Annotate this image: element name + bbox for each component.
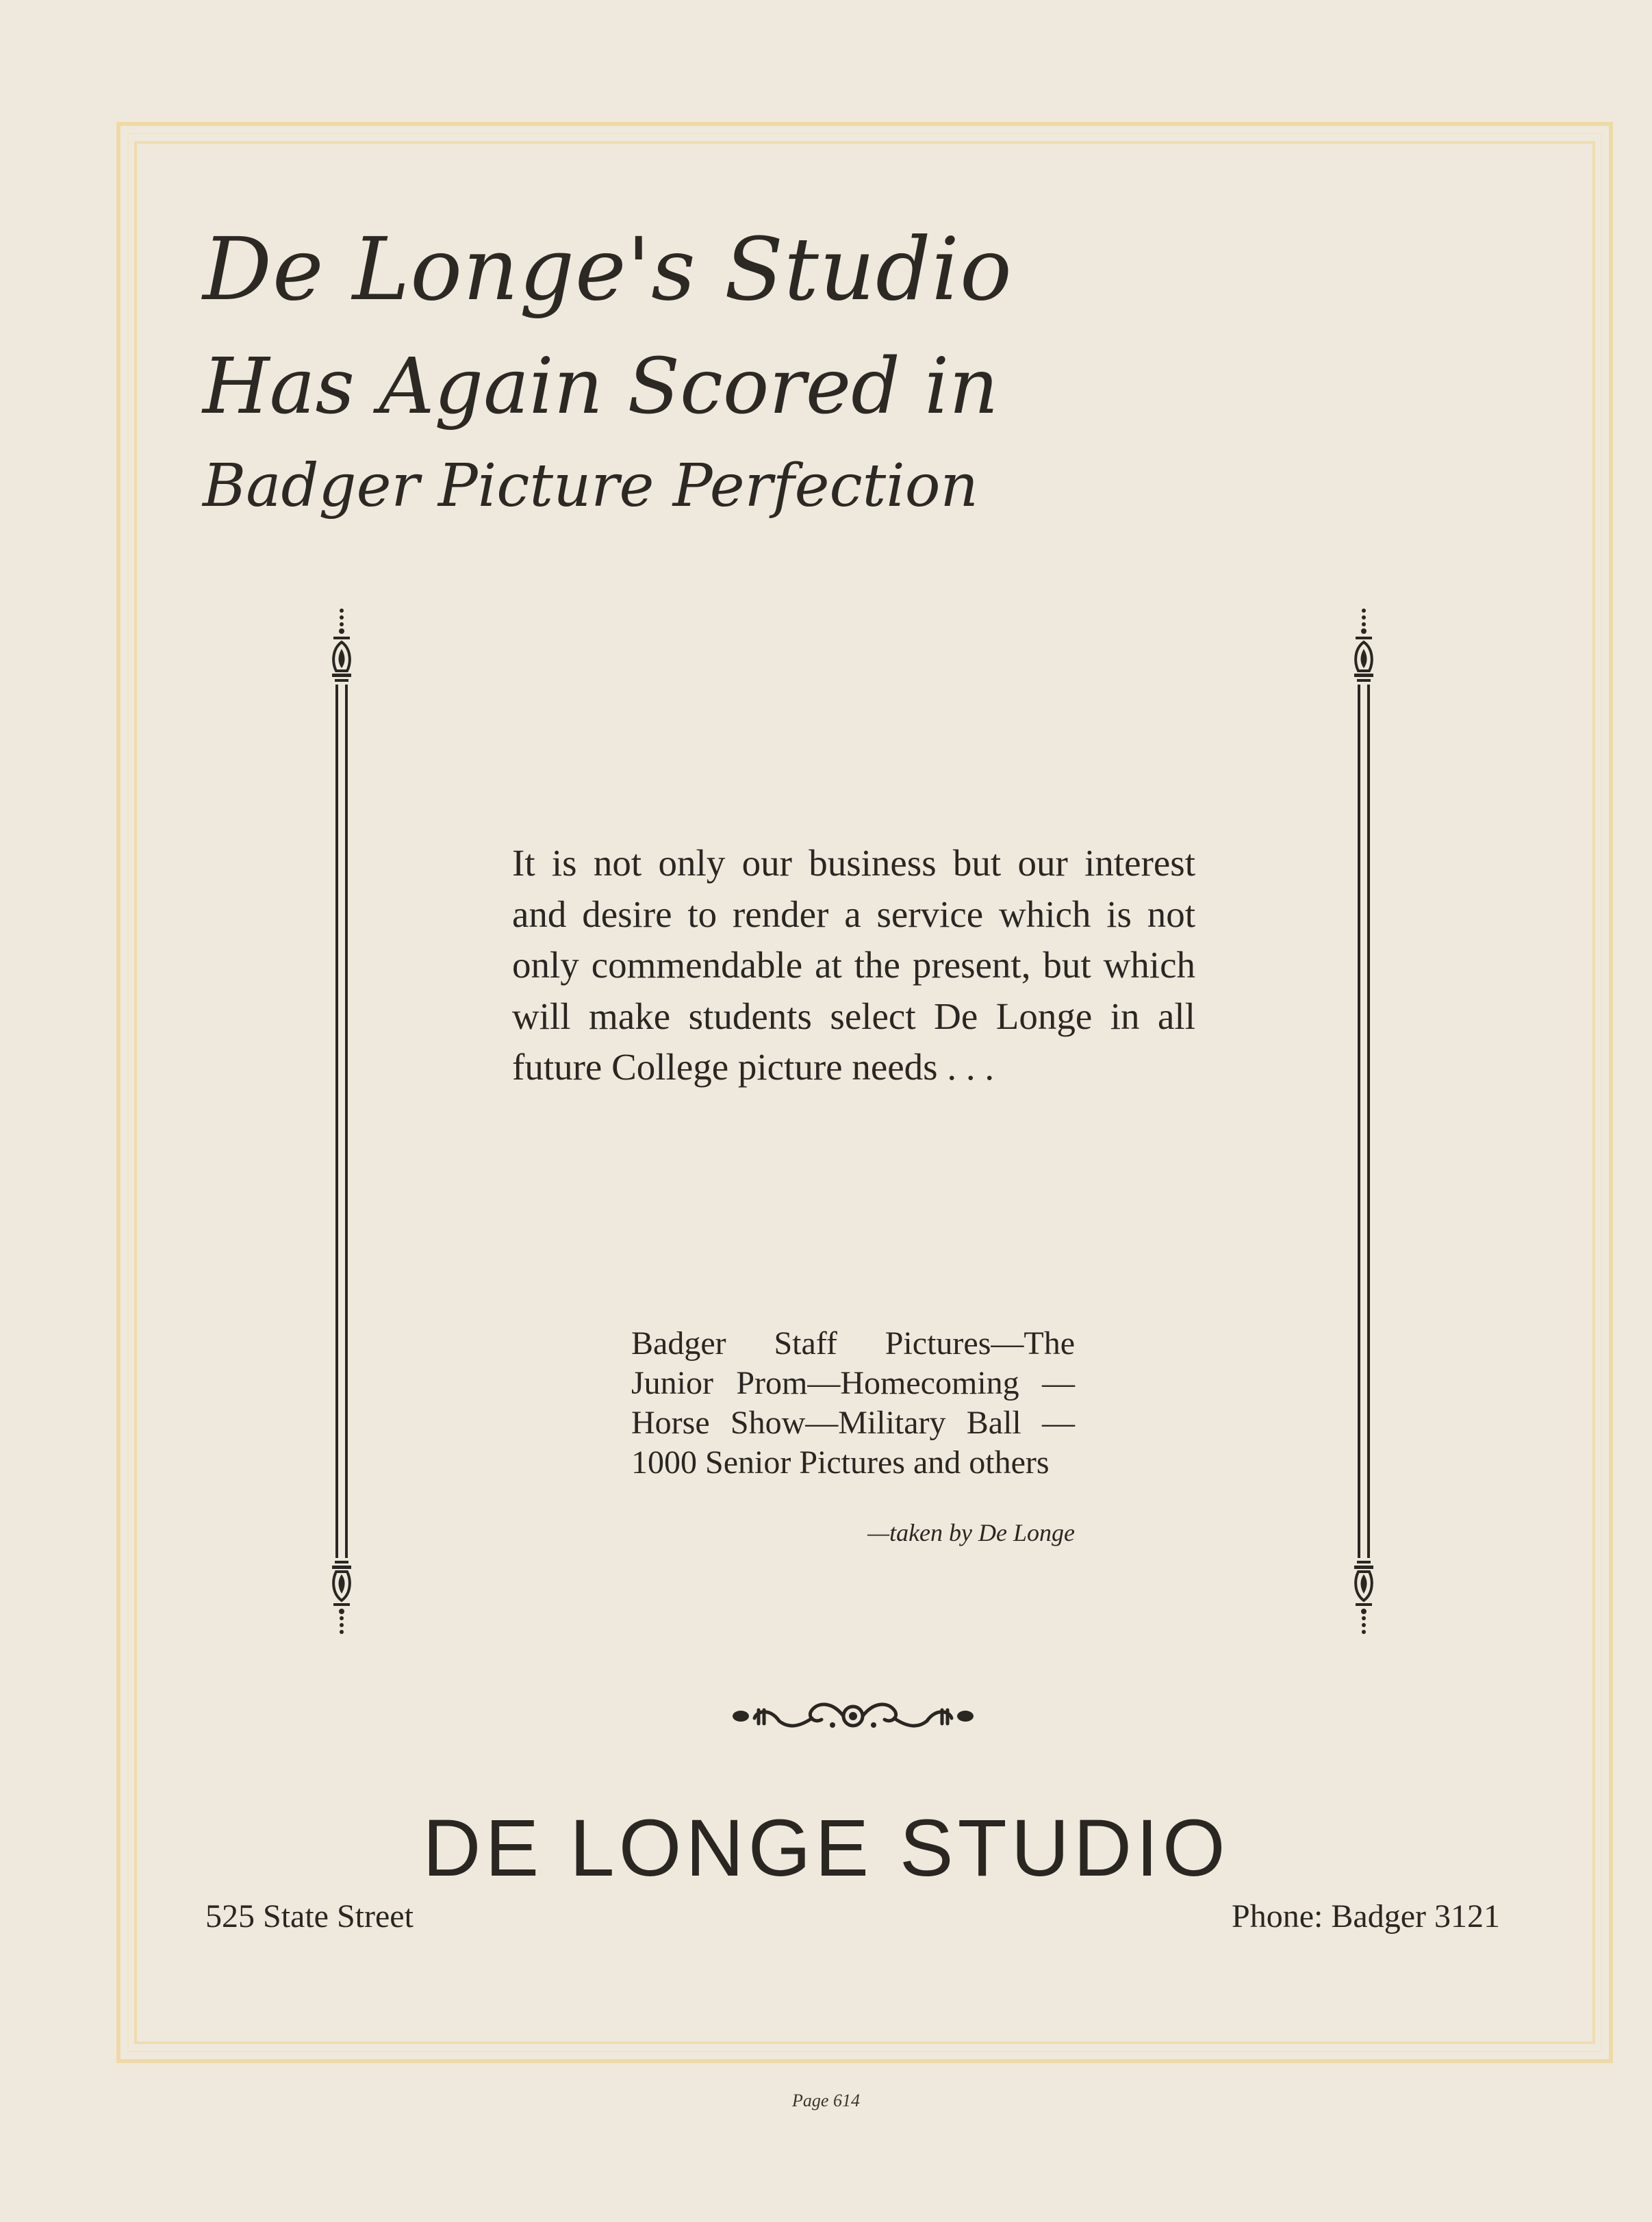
credits-list: Badger Staff Pictures—The Junior Prom—Homecoming —Horse Show—Military Ball —1000 Senior Pictures and others [631,1325,1075,1481]
page-number: Page 614 [792,2091,860,2110]
center-fleuron-ornament [730,1695,976,1737]
credit-signature: —taken by De Longe [867,1519,1075,1546]
headline-line-3: Badger Picture Perfection [203,452,978,520]
studio-address: 525 State Street [205,1898,414,1934]
headline-line-1: De Longe's Studio [203,219,1013,320]
right-column-ornament [1350,608,1377,1635]
studio-name: DE LONGE STUDIO [422,1803,1230,1893]
left-column-ornament [328,608,355,1635]
body-paragraph: It is not only our business but our interest and desire to render a service which is not only commendable at the present, but which will make students select De Longe in all future College picture needs . . . [512,842,1195,1088]
headline-line-2: Has Again Scored in [203,342,999,431]
studio-phone: Phone: Badger 3121 [1232,1898,1500,1934]
